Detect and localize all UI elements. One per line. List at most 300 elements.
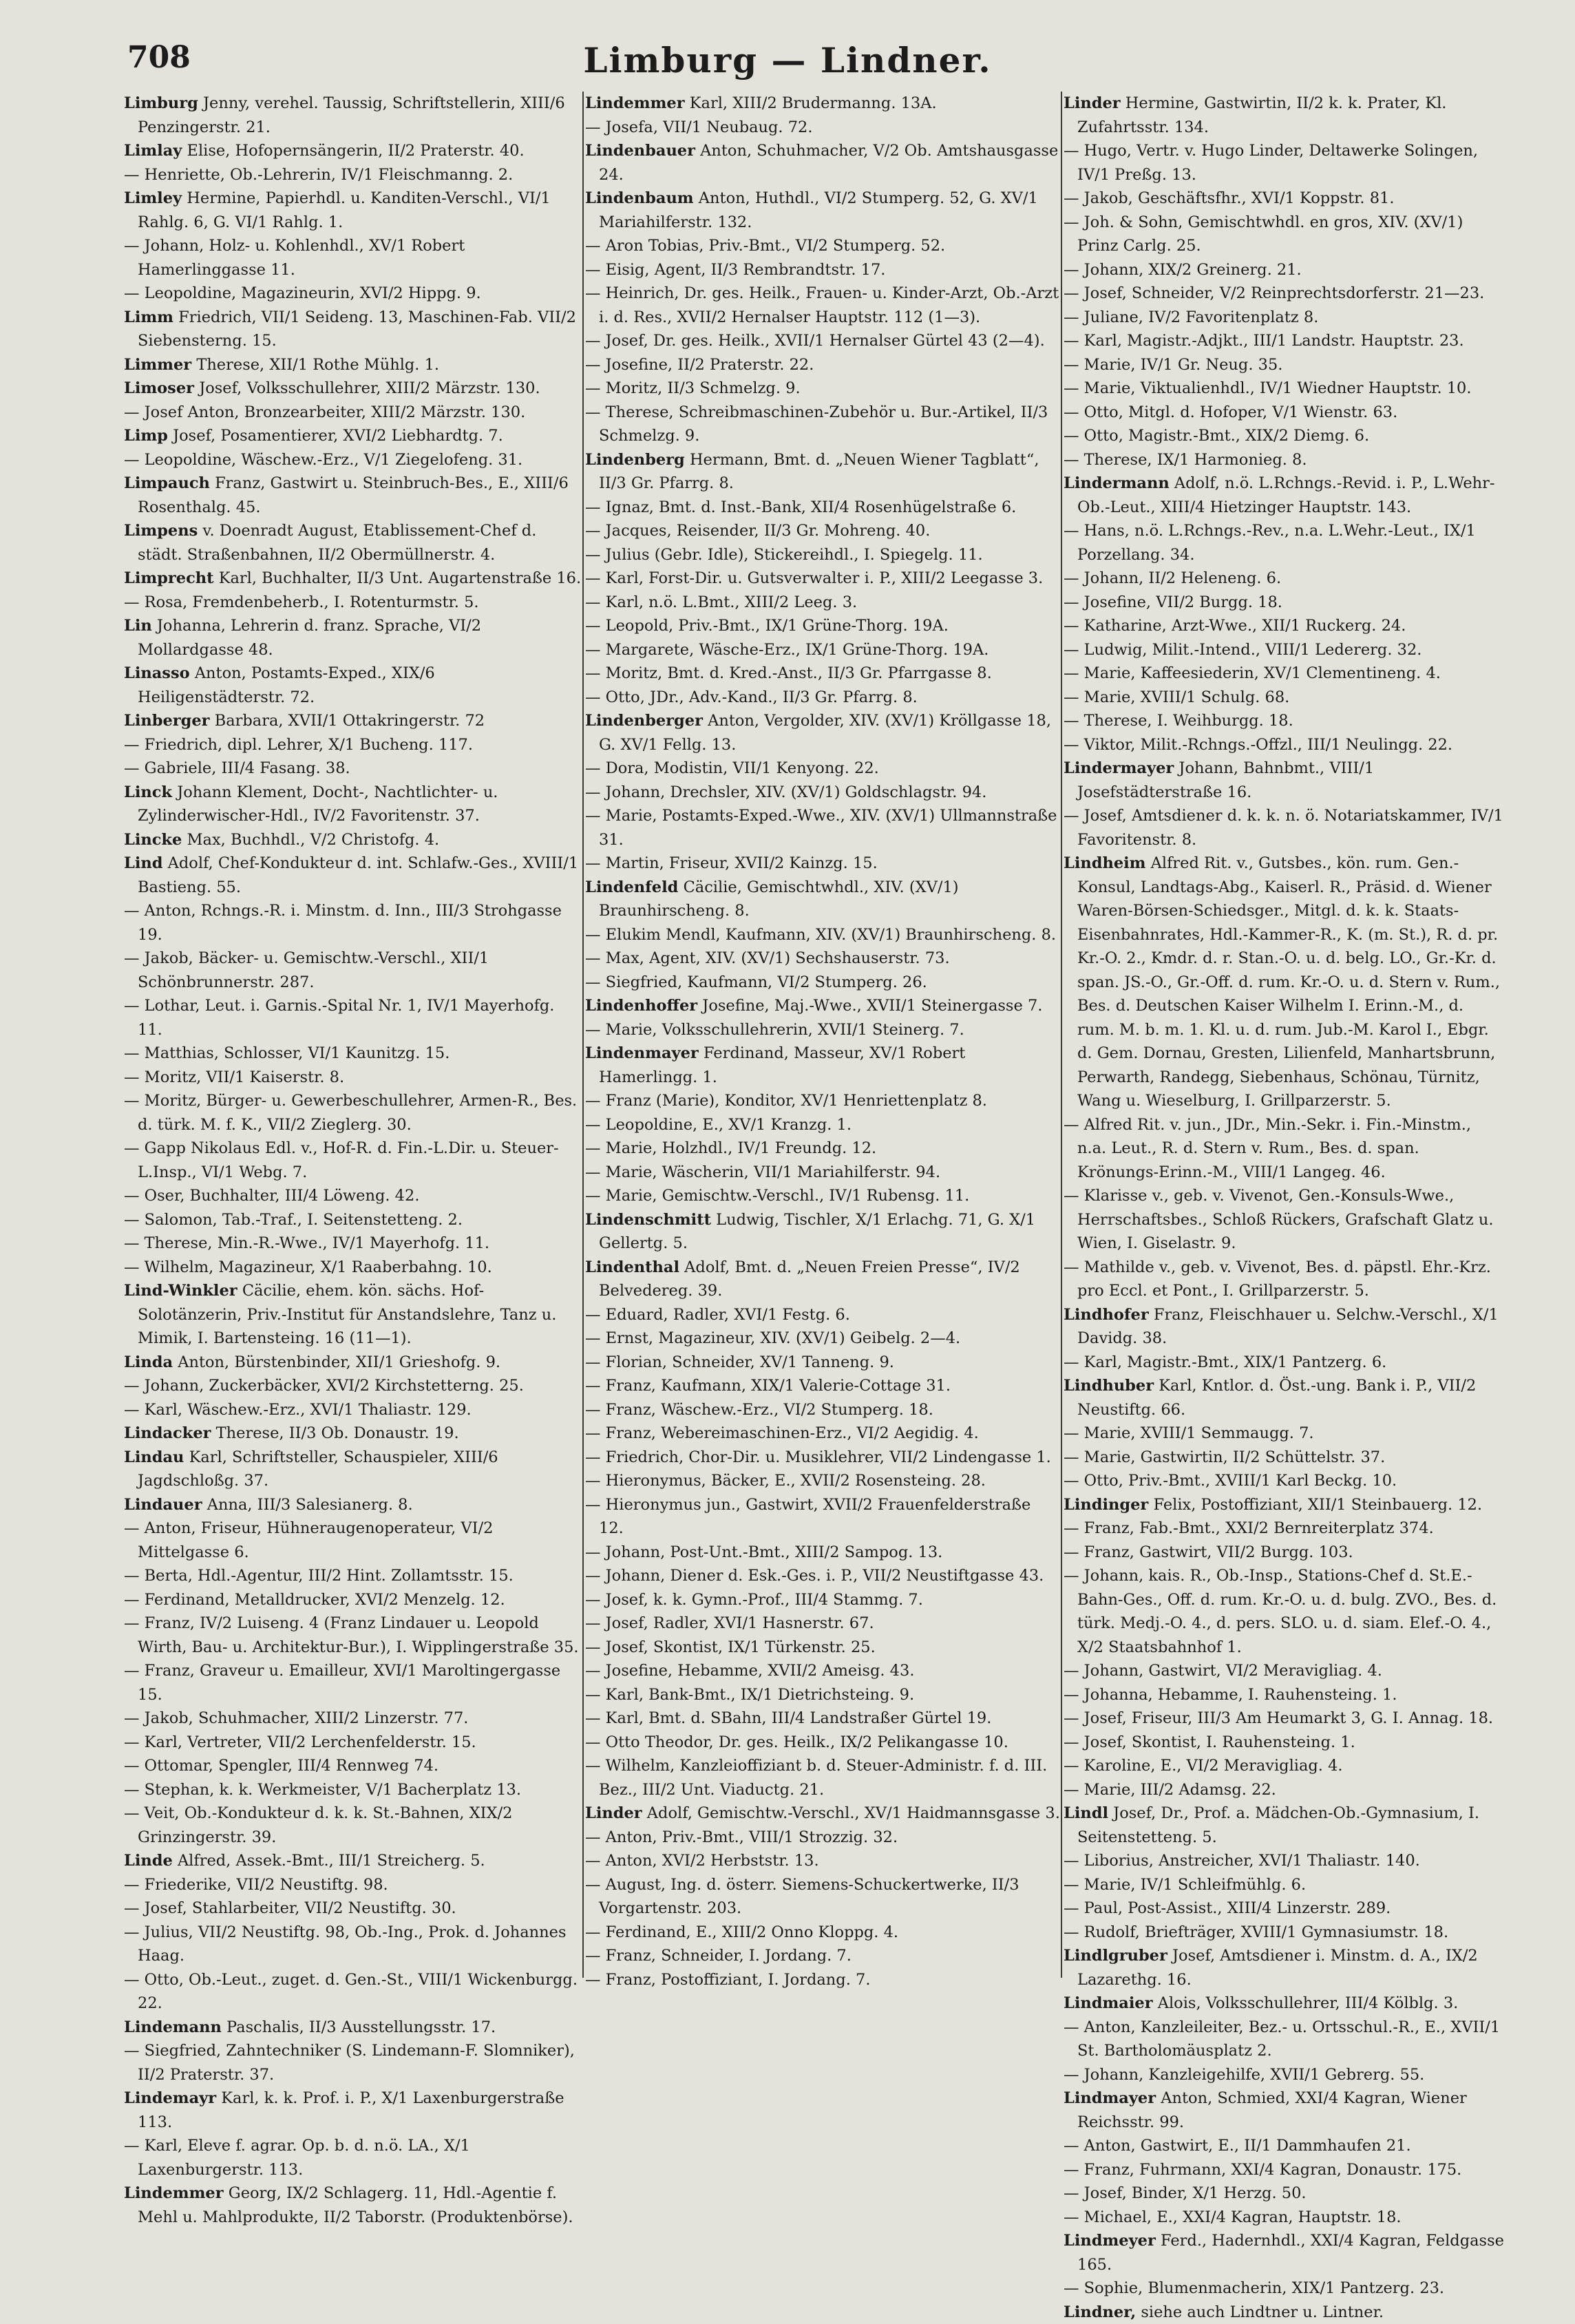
entry-details: — Max, Agent, XIV. (XV/1) Sechshauserstr. 73. [585,949,950,967]
entry-details: — Marie, Viktualienhdl., IV/1 Wiedner Hauptstr. 10. [1064,379,1472,397]
directory-entry [585,519,1060,543]
directory-entry [585,1327,1060,1351]
entry-details: — Julius (Gebr. Idle), Stickereihdl., I. Spiegelg. 11. [585,546,983,564]
directory-entry [1064,1778,1504,1802]
entry-details: — Ignaz, Bmt. d. Inst.-Bank, XII/4 Rosenhügelstraße 6. [585,498,1016,516]
entry-details: — Salomon, Tab.-Traf., I. Seitenstetteng. 2. [124,1211,463,1229]
entry-surname: Limley [124,189,182,207]
entry-details: — Josef, Amtsdiener d. k. k. n. ö. Notariatskammer, IV/1 Favoritenstr. 8. [1064,807,1503,849]
directory-entry [124,947,582,994]
entry-details: — Anton, XVI/2 Herbststr. 13. [585,1852,819,1870]
directory-entry [124,662,582,709]
directory-entry [1064,1541,1504,1565]
directory-entry [1064,2063,1504,2087]
directory-entry [1064,1944,1504,1992]
entry-details: — Franz, Schneider, I. Jordang. 7. [585,1947,852,1965]
entry-details: Josef, Posamentierer, XVI/2 Liebhardtg. 7. [173,427,503,445]
entry-surname: Limmer [124,356,191,374]
entry-details: Josef, Dr., Prof. a. Mädchen-Ob.-Gymnasium, I. Seitenstetteng. 5. [1077,1804,1479,1846]
entry-surname: Lindner, [1064,2303,1136,2321]
entry-details: — Johann, Zuckerbäcker, XVI/2 Kirchstetterng. 25. [124,1377,524,1395]
entry-details: — Marie, Kaffeesiederin, XV/1 Clementineng. 4. [1064,664,1441,682]
entry-surname: Lindauer [124,1496,202,1514]
page-header [0,34,1575,96]
entry-details: — Hugo, Vertr. v. Hugo Linder, Deltawerke Solingen, IV/1 Preßg. 13. [1064,142,1478,184]
directory-entry [124,1968,582,2016]
entry-details: — Berta, Hdl.-Agentur, III/2 Hint. Zollamtsstr. 15. [124,1567,514,1585]
entry-details: Adolf, Gemischtw.-Verschl., XV/1 Haidmannsgasse 3. [647,1804,1060,1822]
directory-entry [124,1849,582,1873]
entry-details: — Joh. & Sohn, Gemischtwhdl. en gros, XIV. (XV/1) Prinz Carlg. 25. [1064,213,1463,255]
entry-details: — Josef, k. k. Gymn.-Prof., III/4 Stammg. 7. [585,1591,923,1609]
directory-entry [585,116,1060,140]
column-3 [1064,92,1504,1978]
entry-surname: Lindmayer [1064,2089,1156,2107]
directory-entry [585,1849,1060,1873]
directory-entry [585,1636,1060,1660]
entry-details: — Otto, Priv.-Bmt., XVIII/1 Karl Beckg. 10. [1064,1472,1397,1490]
directory-entry [124,139,582,163]
entry-details: Karl, k. k. Prof. i. P., X/1 Laxenburgerstraße 113. [138,2089,564,2131]
entry-surname: Lindermayer [1064,759,1174,777]
entry-details: — Johann, II/2 Heleneng. 6. [1064,569,1281,587]
entry-surname: Limprecht [124,569,214,587]
entry-details: Karl, XIII/2 Brudermanng. 13A. [690,94,937,112]
entry-details: — Josefine, II/2 Praterstr. 22. [585,356,814,374]
entry-details: — Michael, E., XXI/4 Kagran, Hauptstr. 18. [1064,2208,1402,2226]
directory-entry [124,2039,582,2087]
directory-entry [585,1707,1060,1731]
directory-entry [585,1208,1060,1256]
entry-details: — Karl, Magistr.-Bmt., XIX/1 Pantzerg. 6. [1064,1353,1386,1371]
entry-details: — Ernst, Magazineur, XIV. (XV/1) Geibelg. 2—4. [585,1329,960,1347]
directory-entry [585,1089,1060,1113]
entry-details: Ferd., Hadernhdl., XXI/4 Kagran, Feldgasse 165. [1077,2232,1504,2274]
directory-entry [585,923,1060,947]
directory-entry [1064,709,1504,733]
entry-details: — Wilhelm, Magazineur, X/1 Raaberbahng. 10. [124,1258,492,1276]
directory-entry [124,401,582,425]
entry-details: — Josefine, VII/2 Burgg. 18. [1064,593,1282,611]
directory-entry [1064,1517,1504,1541]
entry-details: Jenny, verehel. Taussig, Schriftstellerin, XIII/6 Penzingerstr. 21. [138,94,565,136]
entry-surname: Linasso [124,664,190,682]
directory-entry [124,306,582,353]
entry-details: — Josef, Schneider, V/2 Reinprechtsdorferstr. 21—23. [1064,284,1484,302]
directory-entry [1064,1184,1504,1256]
entry-details: — Franz, IV/2 Luiseng. 4 (Franz Lindauer u. Leopold Wirth, Bau- u. Architektur-Bur.), I. Wipplingerstraße 35. [124,1614,579,1656]
entry-surname: Lindemann [124,2018,222,2036]
directory-entry [124,614,582,662]
directory-entry [1064,448,1504,472]
entry-details: — Josef, Radler, XVI/1 Hasnerstr. 67. [585,1614,874,1632]
entry-details: Adolf, Bmt. d. „Neuen Freien Presse“, IV/2 Belvedereg. 39. [599,1258,1020,1300]
directory-entry [124,234,582,282]
entry-surname: Lindmeyer [1064,2232,1156,2250]
entry-details: — Marie, III/2 Adamsg. 22. [1064,1781,1276,1799]
entry-surname: Lindhuber [1064,1377,1154,1395]
entry-details: — Jakob, Geschäftsfhr., XVI/1 Koppstr. 81. [1064,189,1395,207]
entry-details: — Anton, Rchngs.-R. i. Minstm. d. Inn., III/3 Strohgasse 19. [124,902,562,944]
directory-entry [585,567,1060,591]
directory-entry [585,401,1060,448]
entry-details: — Elukim Mendl, Kaufmann, XIV. (XV/1) Braunhirscheng. 8. [585,926,1056,944]
directory-entry [1064,1113,1504,1185]
entry-details: — Otto Theodor, Dr. ges. Heilk., IX/2 Pelikangasse 10. [585,1733,1008,1751]
entry-details: — Karl, Eleve f. agrar. Op. b. d. n.ö. LA., X/1 Laxenburgerstr. 113. [124,2137,470,2179]
directory-entry [124,448,582,472]
entry-details: — Moritz, VII/1 Kaiserstr. 8. [124,1068,344,1086]
entry-details: — Dora, Modistin, VII/1 Kenyong. 22. [585,759,879,777]
directory-entry [1064,139,1504,187]
directory-entry [585,329,1060,353]
directory-entry [124,1564,582,1588]
entry-details: — Therese, IX/1 Harmonieg. 8. [1064,451,1307,469]
entry-details: Therese, XII/1 Rothe Mühlg. 1. [196,356,439,374]
directory-entry [585,1256,1060,1303]
directory-entry [1064,353,1504,377]
entry-details: — Ottomar, Spengler, III/4 Rennweg 74. [124,1757,438,1775]
entry-surname: Limp [124,427,168,445]
entry-details: — Lothar, Leut. i. Garnis.-Spital Nr. 1, IV/1 Mayerhofg. 11. [124,997,554,1039]
directory-entry [124,1422,582,1446]
entry-surname: Lindemayr [124,2089,216,2107]
directory-entry [124,1493,582,1517]
entry-details: — Marie, Volksschullehrerin, XVII/1 Steinerg. 7. [585,1021,964,1039]
directory-entry [1064,1683,1504,1707]
directory-entry [1064,187,1504,211]
entry-surname: Lindinger [1064,1496,1148,1514]
entry-surname: Lindacker [124,1424,211,1442]
entry-details: — Viktor, Milit.-Rchngs.-Offzl., III/1 Neulingg. 22. [1064,736,1452,754]
entry-details: — Hieronymus, Bäcker, E., XVII/2 Rosensteing. 28. [585,1472,986,1490]
entry-details: — Marie, Wäscherin, VII/1 Mariahilferstr. 94. [585,1163,940,1181]
entry-details: Hermine, Gastwirtin, II/2 k. k. Prater, Kl. Zufahrtsstr. 134. [1077,94,1446,136]
directory-entry [585,1921,1060,1945]
directory-entry [1064,1754,1504,1778]
directory-entry [124,472,582,519]
directory-entry [1064,1873,1504,1897]
entry-details: — Rudolf, Briefträger, XVIII/1 Gymnasiumstr. 18. [1064,1923,1448,1941]
column-1 [124,92,582,1978]
directory-entry [1064,662,1504,686]
entry-surname: Lindau [124,1448,184,1466]
entry-surname: Limoser [124,379,194,397]
directory-entry [585,1541,1060,1565]
entry-details: — Therese, Min.-R.-Wwe., IV/1 Mayerhofg. 11. [124,1234,489,1252]
directory-entry [585,1754,1060,1802]
directory-entry [585,1042,1060,1089]
directory-entry [1064,1897,1504,1921]
entry-details: Elise, Hofopernsängerin, II/2 Praterstr. 40. [187,142,525,160]
entry-details: — Johann, Holz- u. Kohlenhdl., XV/1 Robert Hamerlinggasse 11. [124,237,465,279]
entry-surname: Lindenberger [585,712,703,730]
entry-details: — Karl, Magistr.-Adjkt., III/1 Landstr. Hauptstr. 23. [1064,332,1464,350]
directory-entry [124,591,582,615]
entry-details: — Franz, Fab.-Bmt., XXI/2 Bernreiterplatz 374. [1064,1519,1434,1537]
entry-surname: Lindmaier [1064,1994,1153,2012]
entry-details: — Veit, Ob.-Kondukteur d. k. k. St.-Bahnen, XIX/2 Grinzingerstr. 39. [124,1804,512,1846]
entry-details: — Gabriele, III/4 Fasang. 38. [124,759,350,777]
entry-surname: Lindenbaum [585,189,694,207]
directory-entry [1064,757,1504,804]
directory-entry [124,1802,582,1849]
entry-details: — Josefa, VII/1 Neubaug. 72. [585,118,813,136]
directory-entry [1064,2277,1504,2301]
entry-details: — Marie, IV/1 Gr. Neug. 35. [1064,356,1282,374]
directory-entry [124,852,582,899]
entry-details: — Anton, Gastwirt, E., II/1 Dammhaufen 21. [1064,2137,1411,2155]
entry-details: Johanna, Lehrerin d. franz. Sprache, VI/2 Mollardgasse 48. [138,617,481,659]
entry-details: Josef, Volksschullehrer, XIII/2 Märzstr. 130. [199,379,540,397]
entry-details: Karl, Buchhalter, II/3 Unt. Augartenstraße 16. [219,569,581,587]
directory-entry [124,828,582,852]
directory-entry [585,258,1060,282]
entry-surname: Linde [124,1852,173,1870]
directory-entry [585,1612,1060,1636]
entry-surname: Lindenfeld [585,878,678,896]
directory-entry [124,1374,582,1398]
entry-surname: Lindenberg [585,451,685,469]
directory-entry [585,781,1060,805]
entry-details: Anton, Postamts-Exped., XIX/6 Heiligenstädterstr. 72. [138,664,435,706]
entry-details: Paschalis, II/3 Ausstellungsstr. 17. [226,2018,496,2036]
column-divider [1061,92,1062,1978]
entry-details: — Paul, Post-Assist., XIII/4 Linzerstr. 289. [1064,1899,1391,1917]
directory-entry [585,1446,1060,1470]
entry-details: — Marie, Gastwirtin, II/2 Schüttelstr. 37. [1064,1448,1385,1466]
directory-entry [1064,1921,1504,1945]
entry-details: — Johann, kais. R., Ob.-Insp., Stations-Chef d. St.E.-Bahn-Ges., Off. d. rum. Kr.-O. u. d. bulg. ZVO., Bes. d. türk. Medj.-O. 4., d. pers. SLO. u. d. siam. Elef.-O. 4., X/2 Staatsbahnhof 1. [1064,1567,1497,1656]
directory-entry [124,1089,582,1137]
directory-entry [585,947,1060,971]
directory-entry [1064,1659,1504,1683]
entry-surname: Lindemmer [124,2184,224,2202]
entry-details: siehe auch Lindtner u. Lintner. [1141,2303,1384,2321]
entry-surname: Linda [124,1353,173,1371]
directory-entry [1064,1374,1504,1422]
entry-details: — Leopoldine, Magazineurin, XVI/2 Hippg. 9. [124,284,481,302]
directory-entry [1064,614,1504,638]
entry-details: — Karl, Bmt. d. SBahn, III/4 Landstraßer Gürtel 19. [585,1709,991,1727]
entry-details: Hermann, Bmt. d. „Neuen Wiener Tagblatt“, II/3 Gr. Pfarrg. 8. [599,451,1039,493]
entry-details: — Johann, Diener d. Esk.-Ges. i. P., VII/2 Neustiftgasse 43. [585,1567,1044,1585]
directory-entry [585,709,1060,757]
directory-entry [1064,1256,1504,1303]
entry-details: — Moritz, Bürger- u. Gewerbeschullehrer, Armen-R., Bes. d. türk. M. f. K., VII/2 Zieglerg. 30. [124,1092,577,1134]
entry-surname: Linder [1064,94,1121,112]
entry-details: — Margarete, Wäsche-Erz., IX/1 Grüne-Thorg. 19A. [585,641,989,659]
entry-details: — Marie, XVIII/1 Schulg. 68. [1064,688,1289,706]
entry-details: — Leopoldine, E., XV/1 Kranzg. 1. [585,1116,852,1134]
directory-entry [1064,2016,1504,2063]
entry-surname: Limm [124,308,173,326]
entry-details: — Friedrich, Chor-Dir. u. Musiklehrer, VII/2 Lindengasse 1. [585,1448,1051,1466]
directory-entry [124,899,582,947]
entry-details: — Juliane, IV/2 Favoritenplatz 8. [1064,308,1318,326]
directory-entry [124,2087,582,2134]
entry-details: — Oser, Buchhalter, III/4 Löweng. 42. [124,1187,419,1205]
entry-surname: Lindlgruber [1064,1947,1167,1965]
entry-details: — Jakob, Schuhmacher, XIII/2 Linzerstr. 77. [124,1709,468,1727]
entry-details: — Karoline, E., VI/2 Meravigliag. 4. [1064,1757,1343,1775]
directory-entry [124,1256,582,1280]
directory-entry [585,804,1060,852]
entry-details: — Marie, IV/1 Schleifmühlg. 6. [1064,1876,1306,1894]
directory-entry [124,1398,582,1422]
entry-details: — Johann, Kanzleigehilfe, XVII/1 Gebrerg. 55. [1064,2066,1424,2084]
entry-details: Therese, II/3 Ob. Donaustr. 19. [216,1424,459,1442]
entry-surname: Lindemmer [585,94,685,112]
entry-details: — Johann, Drechsler, XIV. (XV/1) Goldschlagstr. 94. [585,783,986,801]
directory-entry [585,971,1060,995]
directory-entry [124,1351,582,1375]
entry-details: — Josef, Stahlarbeiter, VII/2 Neustiftg. 30. [124,1899,456,1917]
entry-details: Georg, IX/2 Schlagerg. 11, Hdl.-Agentie f. Mehl u. Mahlprodukte, II/2 Taborstr. (Produktenbörse). [138,2184,573,2226]
entry-details: — Josef Anton, Bronzearbeiter, XIII/2 Märzstr. 130. [124,403,525,421]
entry-surname: Lindenmayer [585,1044,699,1062]
directory-entry [585,1184,1060,1208]
directory-entry [124,2016,582,2040]
entry-details: — Florian, Schneider, XV/1 Tanneng. 9. [585,1353,894,1371]
entry-details: — Johann, Gastwirt, VI/2 Meravigliag. 4. [1064,1662,1382,1680]
directory-entry [124,377,582,401]
entry-details: — Marie, Gemischtw.-Verschl., IV/1 Rubensg. 11. [585,1187,969,1205]
entry-details: Karl, Kntlor. d. Öst.-ung. Bank i. P., VII/2 Neustiftg. 66. [1077,1377,1476,1419]
directory-entry [124,1731,582,1755]
entry-details: Alfred, Assek.-Bmt., III/1 Streicherg. 5. [178,1852,485,1870]
directory-entry [124,282,582,306]
entry-details: — Moritz, Bmt. d. Kred.-Anst., II/3 Gr. Pfarrgasse 8. [585,664,992,682]
directory-entry [585,686,1060,710]
directory-entry [124,1184,582,1208]
entry-details: — Leopoldine, Wäschew.-Erz., V/1 Ziegelofeng. 31. [124,451,522,469]
directory-entry [1064,1446,1504,1470]
page-number: 708 [127,40,191,75]
directory-entry [1064,92,1504,139]
directory-entry [1064,472,1504,519]
entry-details: — Karl, Bank-Bmt., IX/1 Dietrichsteing. 9. [585,1686,914,1704]
directory-entry [124,994,582,1042]
entry-details: — Friederike, VII/2 Neustiftg. 98. [124,1876,388,1894]
entry-details: — Franz, Kaufmann, XIX/1 Valerie-Cottage 31. [585,1377,951,1395]
entry-details: — Hans, n.ö. L.Rchngs.-Rev., n.a. L.Wehr.-Leut., IX/1 Porzellang. 34. [1064,522,1476,564]
directory-entry [1064,306,1504,330]
directory-entry [1064,638,1504,662]
directory-entry [124,1232,582,1256]
directory-entry [1064,519,1504,567]
entry-details: — Karl, Wäschew.-Erz., XVI/1 Thaliastr. 129. [124,1401,472,1419]
directory-entry [585,282,1060,329]
directory-entry [124,2134,582,2182]
entry-details: — Franz, Wäschew.-Erz., VI/2 Stumperg. 18. [585,1401,933,1419]
entry-details: Friedrich, VII/1 Seideng. 13, Maschinen-Fab. VII/2 Siebensterng. 15. [138,308,576,350]
entry-details: — Stephan, k. k. Werkmeister, V/1 Bacherplatz 13. [124,1781,521,1799]
entry-details: — Liborius, Anstreicher, XVI/1 Thaliastr. 140. [1064,1852,1420,1870]
directory-entry [585,1873,1060,1921]
entry-details: Cäcilie, ehem. kön. sächs. Hof-Solotänzerin, Priv.-Institut für Anstandslehre, Tanz u. Mimik, I. Bartensteing. 16 (11—1). [138,1282,556,1347]
entry-details: — Josef, Binder, X/1 Herzg. 50. [1064,2184,1307,2202]
entry-surname: Limpens [124,522,198,540]
entry-details: — Matthias, Schlosser, VI/1 Kaunitzg. 15. [124,1044,450,1062]
directory-entry [1064,1802,1504,1849]
directory-entry [585,234,1060,258]
directory-entry [124,1137,582,1184]
directory-entry [124,1754,582,1778]
entry-surname: Linberger [124,712,210,730]
directory-entry [585,614,1060,638]
directory-entry [585,662,1060,686]
directory-entry [1064,852,1504,1113]
directory-entry [124,1042,582,1066]
directory-entry [124,733,582,757]
directory-entry [585,1469,1060,1493]
directory-entry [124,1588,582,1612]
entry-details: — Anton, Friseur, Hühneraugenoperateur, VI/2 Mittelgasse 6. [124,1519,493,1561]
entry-details: Alfred Rit. v., Gutsbes., kön. rum. Gen.-Konsul, Landtags-Abg., Kaiserl. R., Präsid. d. Wiener Waren-Börsen-Schiedsger., Mitgl. d. k. k. Staats-Eisenbahnrates, Hdl.-Kammer-R., K. (m. St.), R. d. pr. Kr.-O. 2., Kmdr. d. r. Stan.-O. u. d. belg. LO., Gr.-Kr. d. span. JS.-O., Gr.-Off. d. rum. Kr.-O. u. d. Stern v. Rum., Bes. d. Deutschen Kaiser Wilhelm I. Erinn.-M., d. rum. M. b. m. 1. Kl. u. d. rum. Jub.-M. Karol I., Ebgr. d. Gem. Dornau, Gresten, Lilienfeld, Manhartsbrunn, Perwarth, Randegg, Siebenhaus, Schönau, Türnitz, Wang u. Wieselburg, I. Grillparzerstr. 5. [1077,854,1500,1110]
directory-entry [585,448,1060,496]
directory-entry [585,1683,1060,1707]
directory-entry [585,638,1060,662]
directory-entry [1064,2301,1504,2324]
running-head: Limburg — Lindner. [0,40,1575,81]
entry-details: — Leopold, Priv.-Bmt., IX/1 Grüne-Thorg. 19A. [585,617,949,635]
entry-surname: Linder [585,1804,642,1822]
entry-details: Franz, Fleischhauer u. Selchw.-Verschl., X/1 Davidg. 38. [1077,1306,1499,1348]
directory-entry [124,1279,582,1351]
directory-entry [124,1517,582,1564]
entry-details: — Mathilde v., geb. v. Vivenot, Bes. d. päpstl. Ehr.-Krz. pro Eccl. et Pont., I. Grillparzerstr. 5. [1064,1258,1491,1300]
entry-details: — Klarisse v., geb. v. Vivenot, Gen.-Konsuls-Wwe., Herrschaftsbes., Schloß Rückers, Grafschaft Glatz u. Wien, I. Giselastr. 9. [1064,1187,1493,1252]
directory-entry [124,163,582,187]
directory-entry [585,1493,1060,1541]
directory-entry [124,709,582,733]
directory-entry [124,1659,582,1707]
entry-details: — Anton, Priv.-Bmt., VIII/1 Strozzig. 32. [585,1828,898,1846]
directory-entry [585,1944,1060,1968]
directory-entry [1064,1564,1504,1659]
entry-details: Alois, Volksschullehrer, III/4 Kölblg. 3. [1158,1994,1459,2012]
directory-entry [585,92,1060,116]
entry-details: — Otto, Mitgl. d. Hofoper, V/1 Wienstr. 63. [1064,403,1397,421]
entry-surname: Lindhofer [1064,1306,1149,1324]
entry-details: Anton, Vergolder, XIV. (XV/1) Kröllgasse 18, G. XV/1 Fellg. 13. [599,712,1051,754]
directory-entry [124,1066,582,1090]
entry-details: — Sophie, Blumenmacherin, XIX/1 Pantzerg. 23. [1064,2279,1444,2297]
entry-details: Johann Klement, Docht-, Nachtlichter- u. Zylinderwischer-Hdl., IV/2 Favoritenstr. 37. [138,783,498,825]
entry-details: Barbara, XVII/1 Ottakringerstr. 72 [215,712,485,730]
entry-details: — Karl, Vertreter, VII/2 Lerchenfelderstr. 15. [124,1733,476,1751]
directory-entry [1064,1849,1504,1873]
directory-entry [585,1137,1060,1161]
entry-details: Hermine, Papierhdl. u. Kanditen-Verschl., VI/1 Rahlg. 6, G. VI/1 Rahlg. 1. [138,189,551,231]
entry-surname: Lin [124,617,152,635]
entry-details: Karl, Schriftsteller, Schauspieler, XIII/6 Jagdschloßg. 37. [138,1448,498,1490]
directory-entry [585,876,1060,923]
entry-details: — Therese, I. Weihburgg. 18. [1064,712,1293,730]
directory-entry [124,519,582,567]
entry-details: — August, Ing. d. österr. Siemens-Schuckertwerke, II/3 Vorgartenstr. 203. [585,1876,1019,1918]
entry-surname: Limburg [124,94,198,112]
entry-details: — Julius, VII/2 Neustiftg. 98, Ob.-Ing., Prok. d. Johannes Haag. [124,1923,567,1965]
column-2 [585,92,1060,1978]
entry-details: Anna, III/3 Salesianerg. 8. [207,1496,413,1514]
directory-entry [1064,1731,1504,1755]
entry-details: — Franz (Marie), Konditor, XV/1 Henriettenplatz 8. [585,1092,987,1110]
directory-entry [1064,686,1504,710]
entry-surname: Linck [124,783,172,801]
directory-entry [585,1018,1060,1042]
